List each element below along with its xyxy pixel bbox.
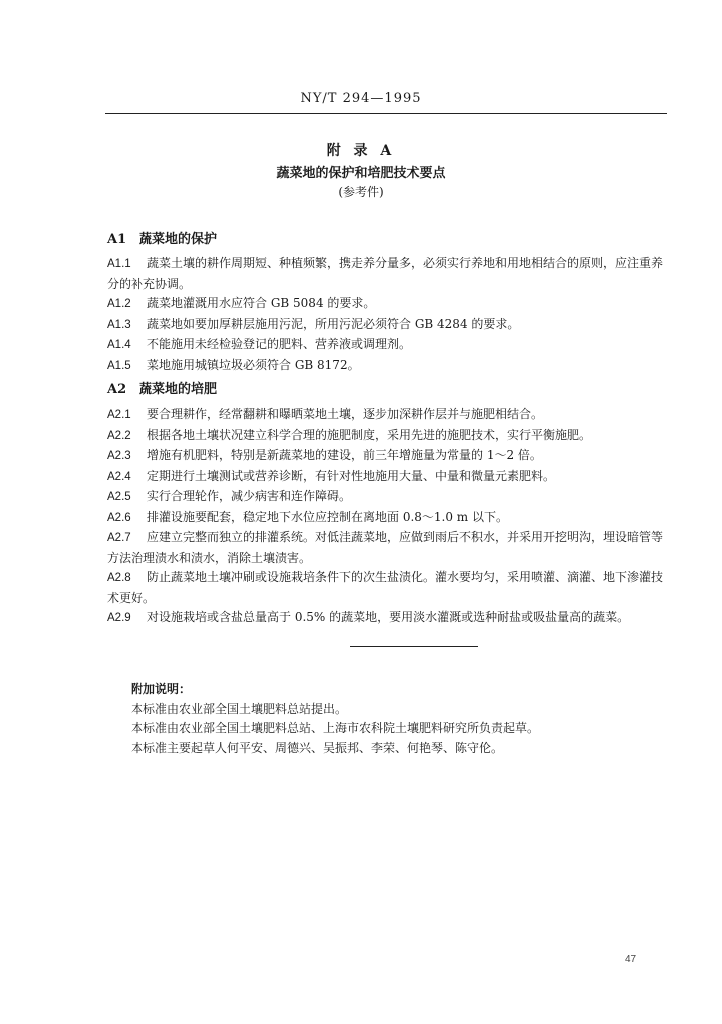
section-title: 蔬菜地的培肥 (139, 382, 218, 397)
standard-code: NY/T 294—1995 (300, 91, 422, 106)
appendix-title: 附 录 A (326, 143, 396, 159)
clause-text: 蔬菜地灌溉用水应符合 GB 5084 的要求。 (147, 296, 376, 310)
section-heading-a1 (107, 228, 217, 247)
notes-line: 本标准由农业部全国土壤肥料总站提出。 (131, 701, 348, 716)
section-number: A2 (107, 382, 127, 397)
section-number: A1 (107, 232, 127, 247)
clause-number: A2.4 (107, 470, 131, 483)
clause-number: A1.4 (107, 339, 131, 351)
clause-number: A2.1 (107, 409, 131, 421)
clause-a2-8 (107, 568, 667, 608)
clause-number: A1.2 (107, 298, 131, 310)
clause-a2-4 (107, 467, 667, 488)
clause-a2-3 (107, 446, 667, 467)
clause-a1-3 (107, 315, 667, 336)
clause-text: 蔬菜地如要加厚耕层施用污泥，所用污泥必须符合 GB 4284 的要求。 (147, 316, 520, 331)
clause-text: 增施有机肥料，特别是新蔬菜地的建设，前三年增施量为常量的 1～2 倍。 (147, 448, 542, 462)
clause-text: 对设施栽培或含盐总量高于 0.5% 的蔬菜地，要用淡水灌溉或选种耐盐或吸盐量高的蔬菜。 (147, 610, 630, 624)
clause-text: 排灌设施要配套，稳定地下水位应控制在离地面 0.8～1.0 m 以下。 (147, 509, 508, 524)
clause-a2-6 (107, 508, 667, 529)
clause-a2-1 (107, 405, 667, 426)
clause-text: 定期进行土壤测试或营养诊断，有针对性地施用大量、中量和微量元素肥料。 (147, 468, 556, 483)
notes-line: 本标准由农业部全国土壤肥料总站、上海市农科院土壤肥料研究所负责起草。 (131, 721, 540, 735)
clause-a1-2 (107, 294, 667, 315)
clause-number: A2.6 (107, 511, 131, 524)
notes-heading: 附加说明： (131, 682, 192, 696)
clause-a2-2 (107, 426, 667, 447)
clause-a1-1 (107, 254, 667, 294)
clause-a2-9 (107, 608, 667, 629)
clause-number: A2.5 (107, 491, 131, 503)
clause-number: A1.5 (107, 359, 131, 372)
notes-line: 本标准主要起草人何平安、周德兴、吴振邦、李荣、何艳琴、陈守伦。 (131, 740, 504, 755)
clause-number: A2.7 (107, 532, 131, 544)
clause-text: 要合理耕作，经常翻耕和曝晒菜地土壤，逐步加深耕作层并与施肥相结合。 (147, 407, 544, 421)
clause-a2-5 (107, 487, 667, 508)
clause-text: 应建立完整而独立的排灌系统。对低洼蔬菜地，应做到雨后不积水，并采用开挖明沟，埋设暗管等方法治理渍水和渍水，消除土壤渍害。 (107, 530, 664, 565)
appendix-subtitle: 蔬菜地的保护和培肥技术要点 (276, 166, 446, 181)
end-rule (350, 646, 478, 647)
clause-text: 不能施用未经检验登记的肥料、营养液或调理剂。 (147, 337, 412, 351)
clause-number: A2.8 (107, 572, 131, 584)
clause-text: 菜地施用城镇垃圾必须符合 GB 8172。 (147, 357, 360, 372)
clause-text: 防止蔬菜地土壤冲刷或设施栽培条件下的次生盐渍化。灌水要均匀，采用喷灌、滴灌、地下渗灌技术更好。 (107, 570, 664, 605)
clause-text: 实行合理轮作，减少病害和连作障碍。 (147, 489, 352, 503)
clause-a2-7 (107, 528, 667, 568)
section-title: 蔬菜地的保护 (139, 232, 218, 247)
section-a2-items (107, 405, 667, 629)
clause-a1-4 (107, 335, 667, 356)
clause-number: A2.2 (107, 429, 131, 442)
section-heading-a2 (107, 378, 217, 397)
section-a1-items (107, 254, 667, 376)
additional-notes (131, 680, 651, 758)
clause-number: A2.3 (107, 450, 131, 462)
page-number: 47 (625, 954, 637, 965)
header-rule (105, 113, 667, 114)
appendix-note: (参考件) (338, 185, 384, 199)
clause-a1-5 (107, 356, 667, 377)
clause-text: 蔬菜土壤的耕作周期短、种植频繁，携走养分量多，必须实行养地和用地相结合的原则，应注重养分的补充协调。 (107, 256, 664, 291)
clause-text: 根据各地土壤状况建立科学合理的施肥制度，采用先进的施肥技术，实行平衡施肥。 (147, 427, 592, 442)
clause-number: A2.9 (107, 612, 131, 624)
clause-number: A1.3 (107, 318, 131, 331)
clause-number: A1.1 (107, 258, 131, 270)
